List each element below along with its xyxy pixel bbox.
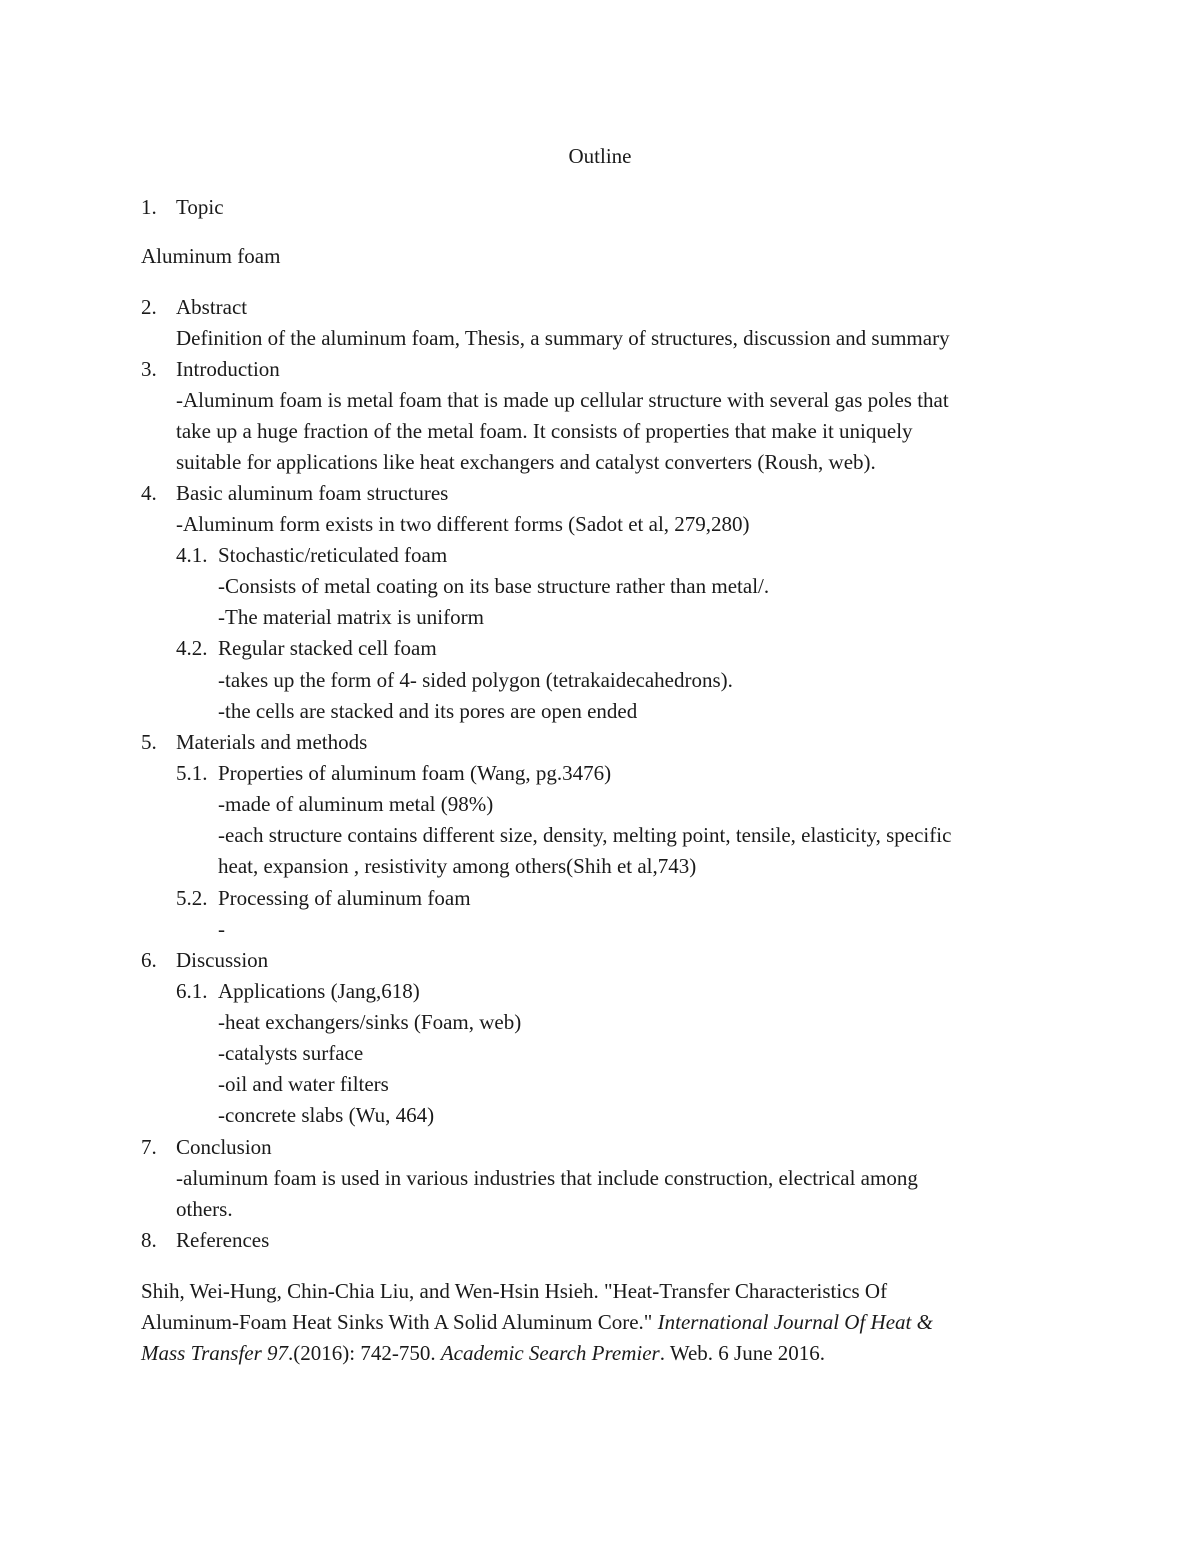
citation-journal: International Journal Of Heat & <box>657 1310 933 1334</box>
references-heading: References <box>176 1228 270 1252</box>
subitem-number-5-2: 5.2. <box>176 886 208 910</box>
page-title: Outline <box>568 144 632 168</box>
topic-text: Aluminum foam <box>141 244 281 268</box>
applications-line: -catalysts surface <box>218 1041 364 1065</box>
abstract-text: Definition of the aluminum foam, Thesis, a summary of structures, discussion and summary <box>176 326 950 350</box>
conclusion-line: others. <box>176 1197 233 1221</box>
stacked-cell-foam-heading: Regular stacked cell foam <box>218 636 437 660</box>
item-number-3: 3. <box>141 357 157 381</box>
topic-heading: Topic <box>176 195 224 219</box>
item-number-5: 5. <box>141 730 157 754</box>
item-number-4: 4. <box>141 481 157 505</box>
stacked-cell-foam-line: -the cells are stacked and its pores are open ended <box>218 699 638 723</box>
abstract-heading: Abstract <box>176 295 248 319</box>
conclusion-line: -aluminum foam is used in various industries that include construction, electrical among <box>176 1166 918 1190</box>
discussion-heading: Discussion <box>176 948 269 972</box>
stacked-cell-foam-line: -takes up the form of 4- sided polygon (tetrakaidecahedrons). <box>218 668 733 692</box>
stochastic-foam-line: -Consists of metal coating on its base structure rather than metal/. <box>218 574 770 598</box>
materials-heading: Materials and methods <box>176 730 368 754</box>
subitem-number-6-1: 6.1. <box>176 979 208 1003</box>
subitem-number-4-1: 4.1. <box>176 543 208 567</box>
item-number-1: 1. <box>141 195 157 219</box>
introduction-heading: Introduction <box>176 357 280 381</box>
subitem-number-4-2: 4.2. <box>176 636 208 660</box>
applications-line: -concrete slabs (Wu, 464) <box>218 1103 435 1127</box>
citation-line <box>141 1338 825 1369</box>
item-number-7: 7. <box>141 1135 157 1159</box>
item-number-6: 6. <box>141 948 157 972</box>
properties-line: heat, expansion , resistivity among others(Shih et al,743) <box>218 854 697 878</box>
item-number-8: 8. <box>141 1228 157 1252</box>
basic-structures-heading: Basic aluminum foam structures <box>176 481 449 505</box>
applications-heading: Applications (Jang,618) <box>218 979 420 1003</box>
citation-line <box>141 1276 887 1307</box>
processing-heading: Processing of aluminum foam <box>218 886 471 910</box>
item-number-2: 2. <box>141 295 157 319</box>
introduction-line: suitable for applications like heat exchangers and catalyst converters (Roush, web). <box>176 450 876 474</box>
citation-journal-volume: Mass Transfer 97 <box>141 1341 289 1365</box>
citation-access-date: . Web. 6 June 2016. <box>659 1341 826 1365</box>
applications-line: -heat exchangers/sinks (Foam, web) <box>218 1010 522 1034</box>
introduction-line: -Aluminum foam is metal foam that is made up cellular structure with several gas poles that <box>176 388 949 412</box>
citation-line <box>141 1307 933 1338</box>
properties-heading: Properties of aluminum foam (Wang, pg.3476) <box>218 761 612 785</box>
subitem-number-5-1: 5.1. <box>176 761 208 785</box>
citation-title-end: Aluminum-Foam Heat Sinks With A Solid Aluminum Core." <box>141 1310 658 1334</box>
properties-line: -each structure contains different size, density, melting point, tensile, elasticity, specific <box>218 823 952 847</box>
properties-line: -made of aluminum metal (98%) <box>218 792 494 816</box>
processing-line: - <box>218 917 225 941</box>
citation-database: Academic Search Premier <box>440 1341 660 1365</box>
basic-structures-text: -Aluminum form exists in two different forms (Sadot et al, 279,280) <box>176 512 750 536</box>
stochastic-foam-heading: Stochastic/reticulated foam <box>218 543 448 567</box>
stochastic-foam-line: -The material matrix is uniform <box>218 605 484 629</box>
conclusion-heading: Conclusion <box>176 1135 272 1159</box>
applications-line: -oil and water filters <box>218 1072 389 1096</box>
introduction-line: take up a huge fraction of the metal foam. It consists of properties that make it uniquely <box>176 419 913 443</box>
citation-authors-title: Shih, Wei-Hung, Chin-Chia Liu, and Wen-Hsin Hsieh. "Heat-Transfer Characteristics Of <box>141 1279 888 1303</box>
citation-pages: .(2016): 742-750. <box>288 1341 441 1365</box>
